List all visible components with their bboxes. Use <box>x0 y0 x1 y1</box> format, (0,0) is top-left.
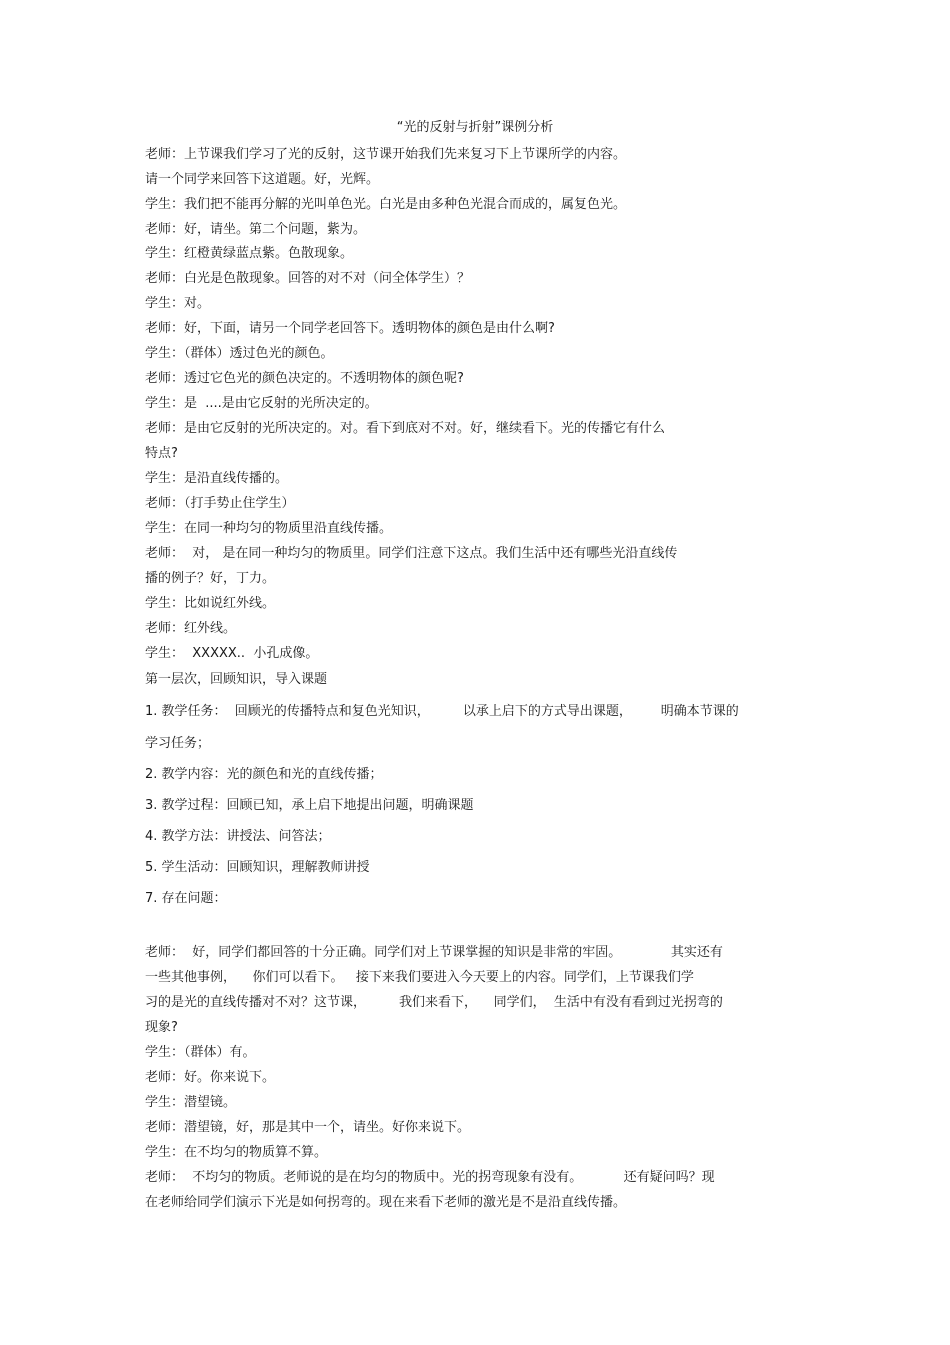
text-line: 老师：（打手势止住学生） <box>145 496 295 511</box>
list-item: 1. 教学任务： 回顾光的传播特点和复色光知识， 以承上启下的方式导出课题， 明确本节课的 <box>145 704 739 719</box>
text-line: 老师：好，请坐。第二个问题，紫为。 <box>145 222 367 237</box>
text-line: 一些其他事例， 你们可以看下。 接下来我们要进入今天要上的内容。同学们，上节课我们学 <box>145 970 694 985</box>
text-line: 学生：比如说红外线。 <box>145 596 276 611</box>
text-line: 现象? <box>145 1020 178 1035</box>
text-line: 老师：透过它色光的颜色决定的。不透明物体的颜色呢? <box>145 371 464 386</box>
text-line: 老师：潜望镜，好，那是其中一个，请坐。好你来说下。 <box>145 1120 471 1135</box>
text-line: 学生：我们把不能再分解的光叫单色光。白光是由多种色光混合而成的，属复色光。 <box>145 197 627 212</box>
text-line: 老师：是由它反射的光所决定的。对。看下到底对不对。好，继续看下。光的传播它有什么 <box>145 421 666 436</box>
text-line: 学生：对。 <box>145 296 211 311</box>
text-line: 学生： XXXXX.. 小孔成像。 <box>145 646 319 661</box>
text-line: 老师：好，下面，请另一个同学老回答下。透明物体的颜色是由什么啊? <box>145 321 555 336</box>
text-line: 老师： 好，同学们都回答的十分正确。同学们对上节课掌握的知识是非常的牢固。 其实还有 <box>145 945 723 960</box>
list-item: 4. 教学方法：讲授法、问答法； <box>145 829 331 844</box>
text-line: 老师： 不均匀的物质。老师说的是在均匀的物质中。光的拐弯现象有没有。 还有疑问吗？现 <box>145 1170 715 1185</box>
text-line: 老师：好。你来说下。 <box>145 1070 276 1085</box>
text-line: 播的例子？好，丁力。 <box>145 571 276 586</box>
text-line: 学生：是 ....是由它反射的光所决定的。 <box>145 396 378 411</box>
text-line: 老师： 对， 是在同一种均匀的物质里。同学们注意下这点。我们生活中还有哪些光沿直线传 <box>145 546 678 561</box>
list-item: 5. 学生活动：回顾知识，理解教师讲授 <box>145 860 370 875</box>
section-heading: 第一层次，回顾知识，导入课题 <box>145 672 328 687</box>
text-line: 学生：在不均匀的物质算不算。 <box>145 1145 328 1160</box>
text-line: 学生：红橙黄绿蓝点紫。色散现象。 <box>145 246 354 261</box>
list-item: 学习任务； <box>145 736 211 751</box>
list-item: 3. 教学过程：回顾已知，承上启下地提出问题，明确课题 <box>145 798 474 813</box>
text-line: 老师：红外线。 <box>145 621 237 636</box>
text-line: 学生：（群体）有。 <box>145 1045 256 1060</box>
text-line: 学生：在同一种均匀的物质里沿直线传播。 <box>145 521 393 536</box>
text-line: 学生：（群体）透过色光的颜色。 <box>145 346 334 361</box>
text-line: 请一个同学来回答下这道题。好，光辉。 <box>145 172 380 187</box>
list-item: 2. 教学内容：光的颜色和光的直线传播； <box>145 767 383 782</box>
text-line: 习的是光的直线传播对不对？这节课， 我们来看下， 同学们， 生活中有没有看到过光拐弯的 <box>145 995 723 1010</box>
text-line: 在老师给同学们演示下光是如何拐弯的。现在来看下老师的激光是不是沿直线传播。 <box>145 1195 627 1210</box>
text-line: 老师：白光是色散现象。回答的对不对（问全体学生）？ <box>145 271 471 286</box>
document-title: “光的反射与折射”课例分析 <box>396 120 554 135</box>
text-line: 特点? <box>145 446 178 461</box>
text-line: 老师：上节课我们学习了光的反射，这节课开始我们先来复习下上节课所学的内容。 <box>145 147 627 162</box>
list-item: 7. 存在问题： <box>145 891 227 906</box>
text-line: 学生：是沿直线传播的。 <box>145 471 289 486</box>
text-line: 学生：潜望镜。 <box>145 1095 237 1110</box>
